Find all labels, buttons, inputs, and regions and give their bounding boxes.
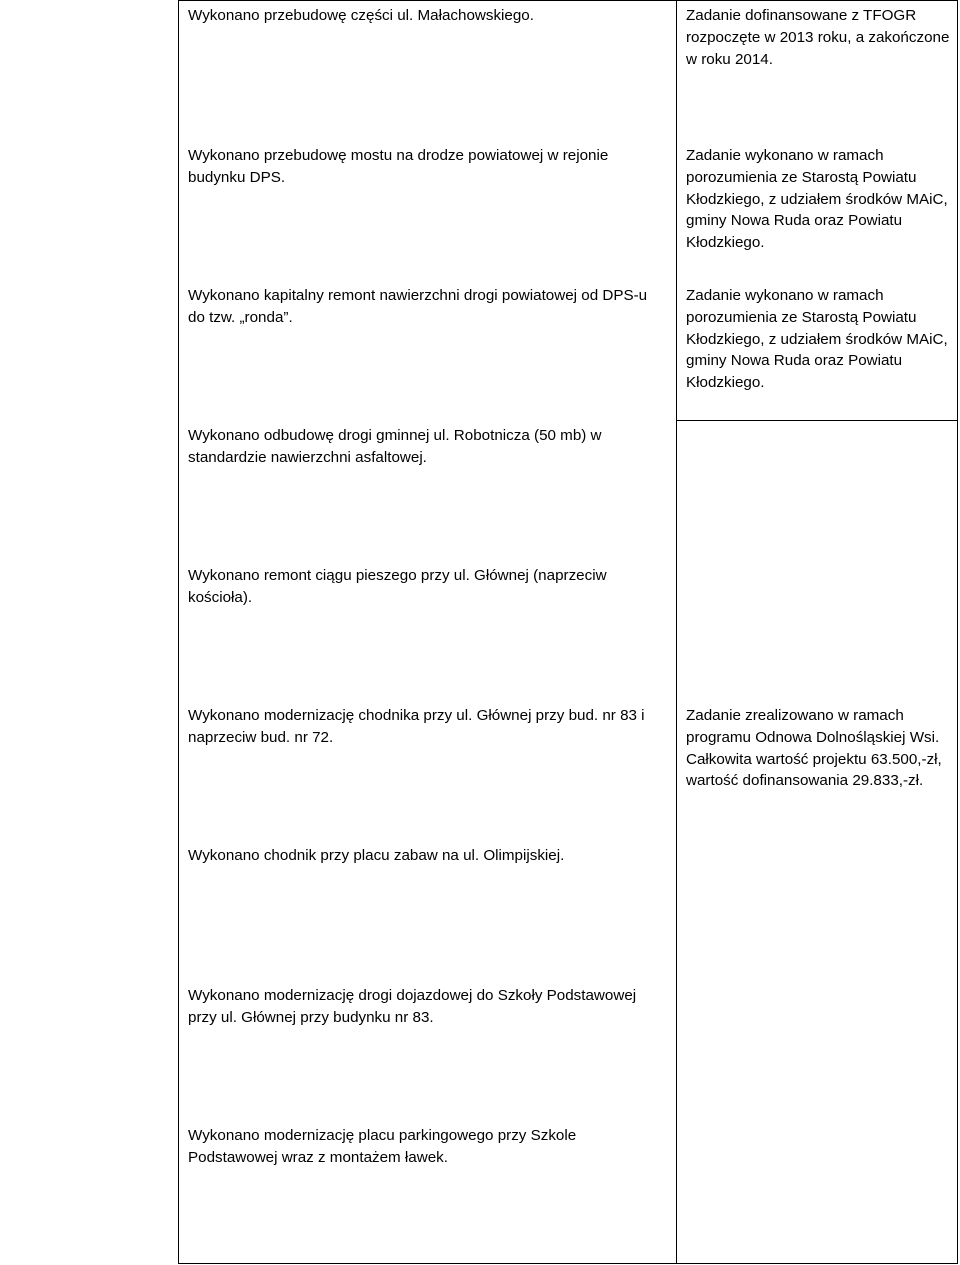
table-row-3-description: Wykonano kapitalny remont nawierzchni drogi powiatowej od DPS-u do tzw. „ronda”. — [188, 287, 648, 326]
table-row-1-description: Wykonano przebudowę części ul. Małachowskiego. — [188, 7, 534, 24]
row-divider — [178, 0, 958, 1]
table-row-2-description: Wykonano przebudowę mostu na drodze powiatowej w rejonie budynku DPS. — [188, 147, 609, 186]
row-divider — [676, 420, 958, 421]
table-row-8-description: Wykonano modernizację drogi dojazdowej do Szkoły Podstawowej przy ul. Głównej przy budynku nr 83. — [188, 987, 637, 1026]
table-row-3-note: Zadanie wykonano w ramach porozumienia ze Starostą Powiatu Kłodzkiego, z udziałem środków MAiC, gminy Nowa Ruda oraz Powiatu Kłodzkiego. — [686, 287, 948, 392]
table-row-4-description: Wykonano odbudowę drogi gminnej ul. Robotnicza (50 mb) w standardzie nawierzchni asfaltowej. — [188, 427, 602, 466]
table-border-bottom — [178, 1263, 958, 1264]
table-row-5-description: Wykonano remont ciągu pieszego przy ul. Głównej (naprzeciw kościoła). — [188, 567, 607, 606]
table-border-right — [957, 0, 958, 1263]
table-row-6-description: Wykonano modernizację chodnika przy ul. Głównej przy bud. nr 83 i naprzeciw bud. nr 72. — [188, 707, 645, 746]
table-border-left — [178, 0, 179, 1263]
table-row-9-description: Wykonano modernizację placu parkingowego przy Szkole Podstawowej wraz z montażem ławek. — [188, 1127, 577, 1166]
table-row-2-note: Zadanie wykonano w ramach porozumienia ze Starostą Powiatu Kłodzkiego, z udziałem środków MAiC, gminy Nowa Ruda oraz Powiatu Kłodzkiego. — [686, 147, 948, 252]
table-column-divider — [676, 0, 677, 1263]
table-row-1-note: Zadanie dofinansowane z TFOGR rozpoczęte w 2013 roku, a zakończone w roku 2014. — [686, 7, 950, 68]
table-row-6-note: Zadanie zrealizowano w ramach programu Odnowa Dolnośląskiej Wsi. Całkowita wartość projektu 63.500,-zł, wartość dofinansowania 29.833,-zł. — [686, 707, 942, 790]
table-row-7-description: Wykonano chodnik przy placu zabaw na ul. Olimpijskiej. — [188, 847, 565, 864]
